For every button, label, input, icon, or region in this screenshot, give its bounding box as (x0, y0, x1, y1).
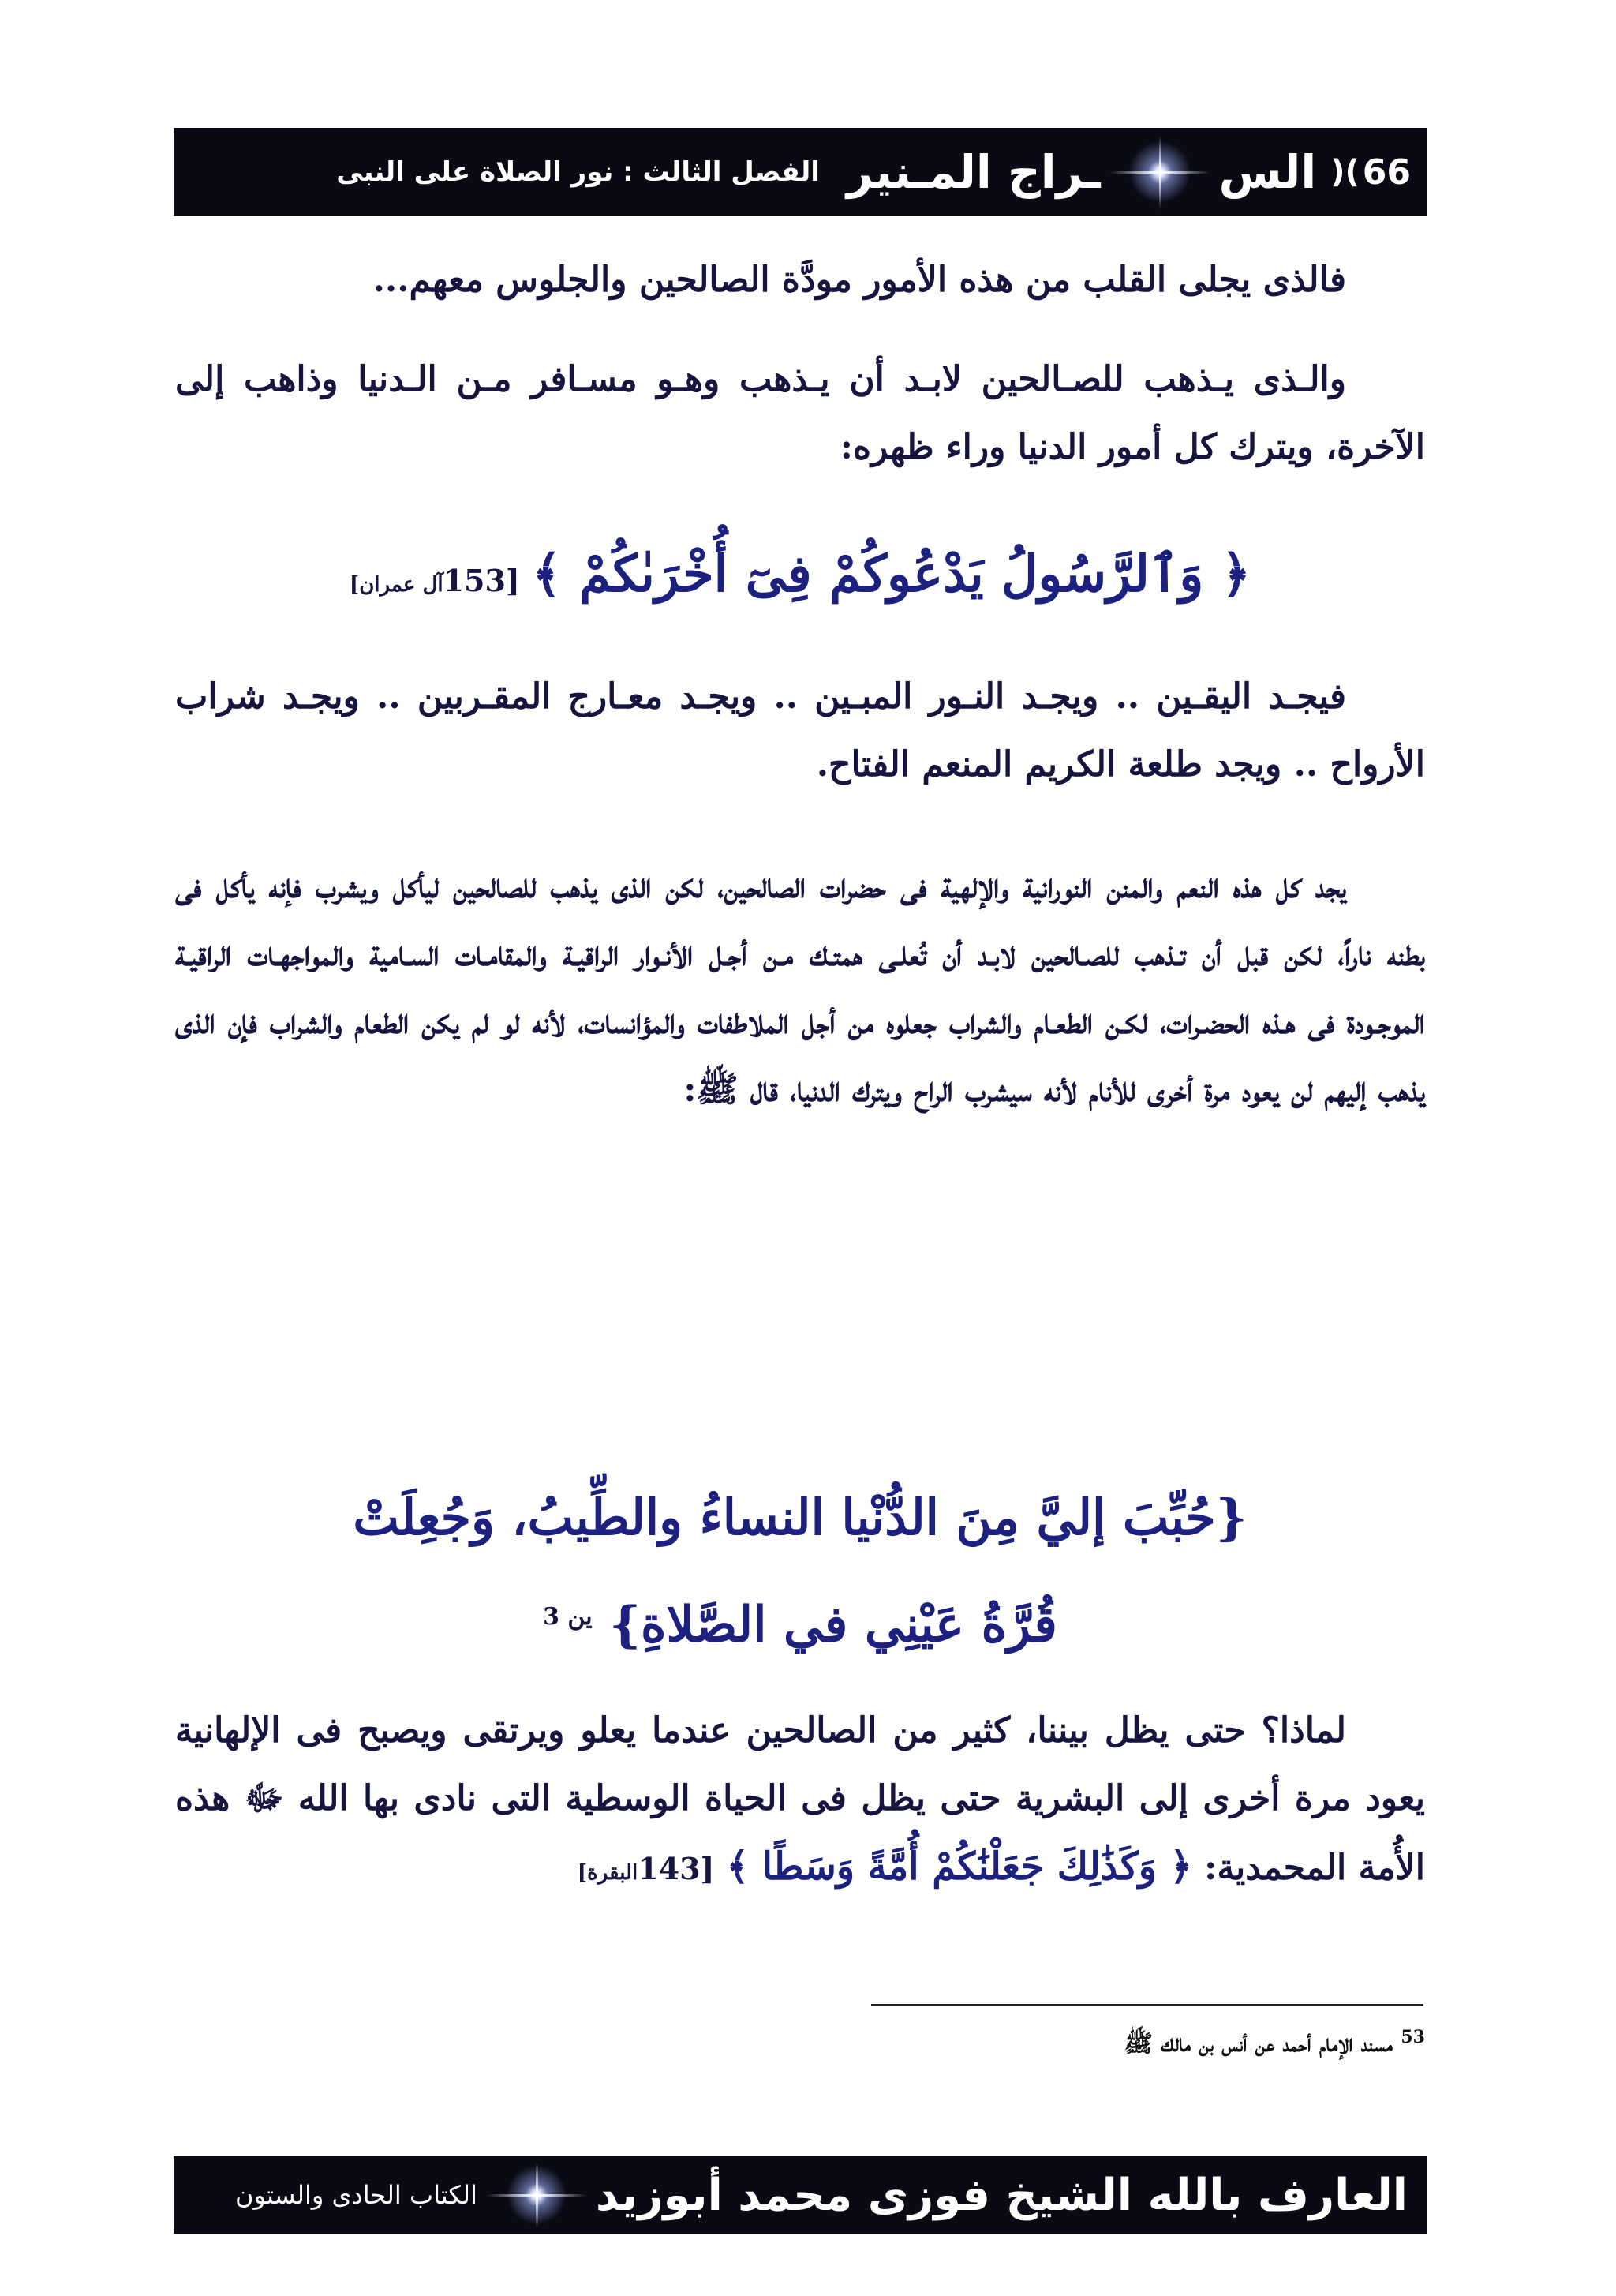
paragraph-1: فالذى يجلى القلب من هذه الأمور مودَّة الصالحين والجلوس معهم... (372, 260, 1346, 300)
paragraph-4: يجد كل هذه النعم والمنن النورانية والإلهية فى حضرات الصالحين، لكن الذى يذهب للصالحين ليأكل ويشرب فإنه يأكل فى بطنه ناراً، لكن قبل أن تـذهب للصـالحين لابـد أن تُعلـى همتـك مـن أجـل الأنـوار الراقيـة والمقامـات السـامية والمواجهـات الراقيـة الموجـودة فى هـذه الحضـرات، لكـن الطعـام والشراب جعلوه من أجل الملاطفات والمؤانسات، لأنه لو لم يكن الطعام والشراب فإن الذى يذهب إليهم لن يعود مرة أخرى للأنام لأنه سيشرب الراح ويترك الدنيا، قال ﷺ: (175, 866, 1425, 1110)
hadith-line-1: {حُبِّبَ إليَّ مِنَ الدُّنْيا النساءُ والطِّيبُ، وَجُعِلَتْ (353, 1489, 1248, 1546)
verse-2-surah: البقرة] (577, 1861, 638, 1885)
book-number: الكتاب الحادى والستون (234, 2180, 477, 2210)
footnote-number: 53 (1401, 2027, 1425, 2047)
paragraph-3-block (175, 663, 1425, 799)
footnote-divider (871, 2004, 1423, 2006)
hadith-line-2: قُرَّةُ عَيْنِي في الصَّلاةِ} (609, 1595, 1057, 1654)
header-parenthesis: )( (1330, 154, 1360, 190)
page-footer (174, 2156, 1427, 2234)
quran-verse-1 (175, 541, 1425, 619)
hadith-reference: ين 3 (543, 1603, 593, 1631)
paragraph-2: والـذى يـذهب للصـالحين لابـد أن يـذهب وهـو مسـافر مـن الـدنيا وذاهب إلى الآخرة، ويترك كل أمور الدنيا وراء ظهره: (175, 359, 1425, 467)
author-name: العارف بالله الشيخ فوزى محمد أبوزيد (595, 2169, 1408, 2221)
paragraph-2-block (175, 346, 1425, 481)
verse-2-text: ﴿ وَكَذَٰلِكَ جَعَلْنَٰكُمْ أُمَّةً وَسَطًا ﴾ (726, 1845, 1192, 1889)
chapter-title: الفصل الثالث : نور الصلاة على النبى (336, 156, 820, 188)
hadith-line-2-wrap (175, 1567, 1425, 1675)
hadith-quote (175, 1468, 1425, 1675)
book-title-start: الس (1218, 145, 1317, 199)
verse-1-reference (350, 563, 520, 598)
verse-2-number: [143 (638, 1851, 715, 1886)
verse-2-reference (578, 1851, 715, 1886)
page-header (174, 128, 1427, 216)
paragraph-5-block (175, 1697, 1425, 1907)
paragraph-5-wrap (175, 1697, 1425, 1907)
footnote (789, 2027, 1425, 2063)
verse-1-number: [153 (443, 563, 520, 598)
sparkle-icon (477, 2156, 596, 2234)
paragraph-4-block (175, 852, 1425, 1124)
book-title-end: ـراج المـنير (846, 145, 1101, 199)
page-number: 66 (1362, 152, 1411, 193)
verse-1-text: ﴿ وَٱلرَّسُولُ يَدْعُوكُمْ فِىٓ أُخْرَىٰكُمْ ﴾ (532, 545, 1251, 604)
sparkle-icon (1101, 128, 1219, 216)
verse-1-surah: آل عمران] (349, 573, 443, 597)
footnote-text: مسند الإمام أحمد عن أنس بن مالك ﷺ (1124, 2030, 1393, 2058)
paragraph-1-block (175, 246, 1425, 314)
paragraph-3: فيجـد اليقـين .. ويجـد النـور المبـين .. ويجـد معـارج المقـربين .. ويجـد شراب الأرواح .. ويجد طلعة الكريم المنعم الفتاح. (175, 676, 1425, 785)
paragraph-5: لماذا؟ حتى يظل بيننا، كثير من الصالحين عندما يعلو ويرتقى ويصبح فى الإلهانية يعود مرة أخرى إلى البشرية حتى يظل فى الحياة الوسطية التى نادى بها الله ﷻ هذه الأُمة المحمدية: (175, 1710, 1425, 1888)
